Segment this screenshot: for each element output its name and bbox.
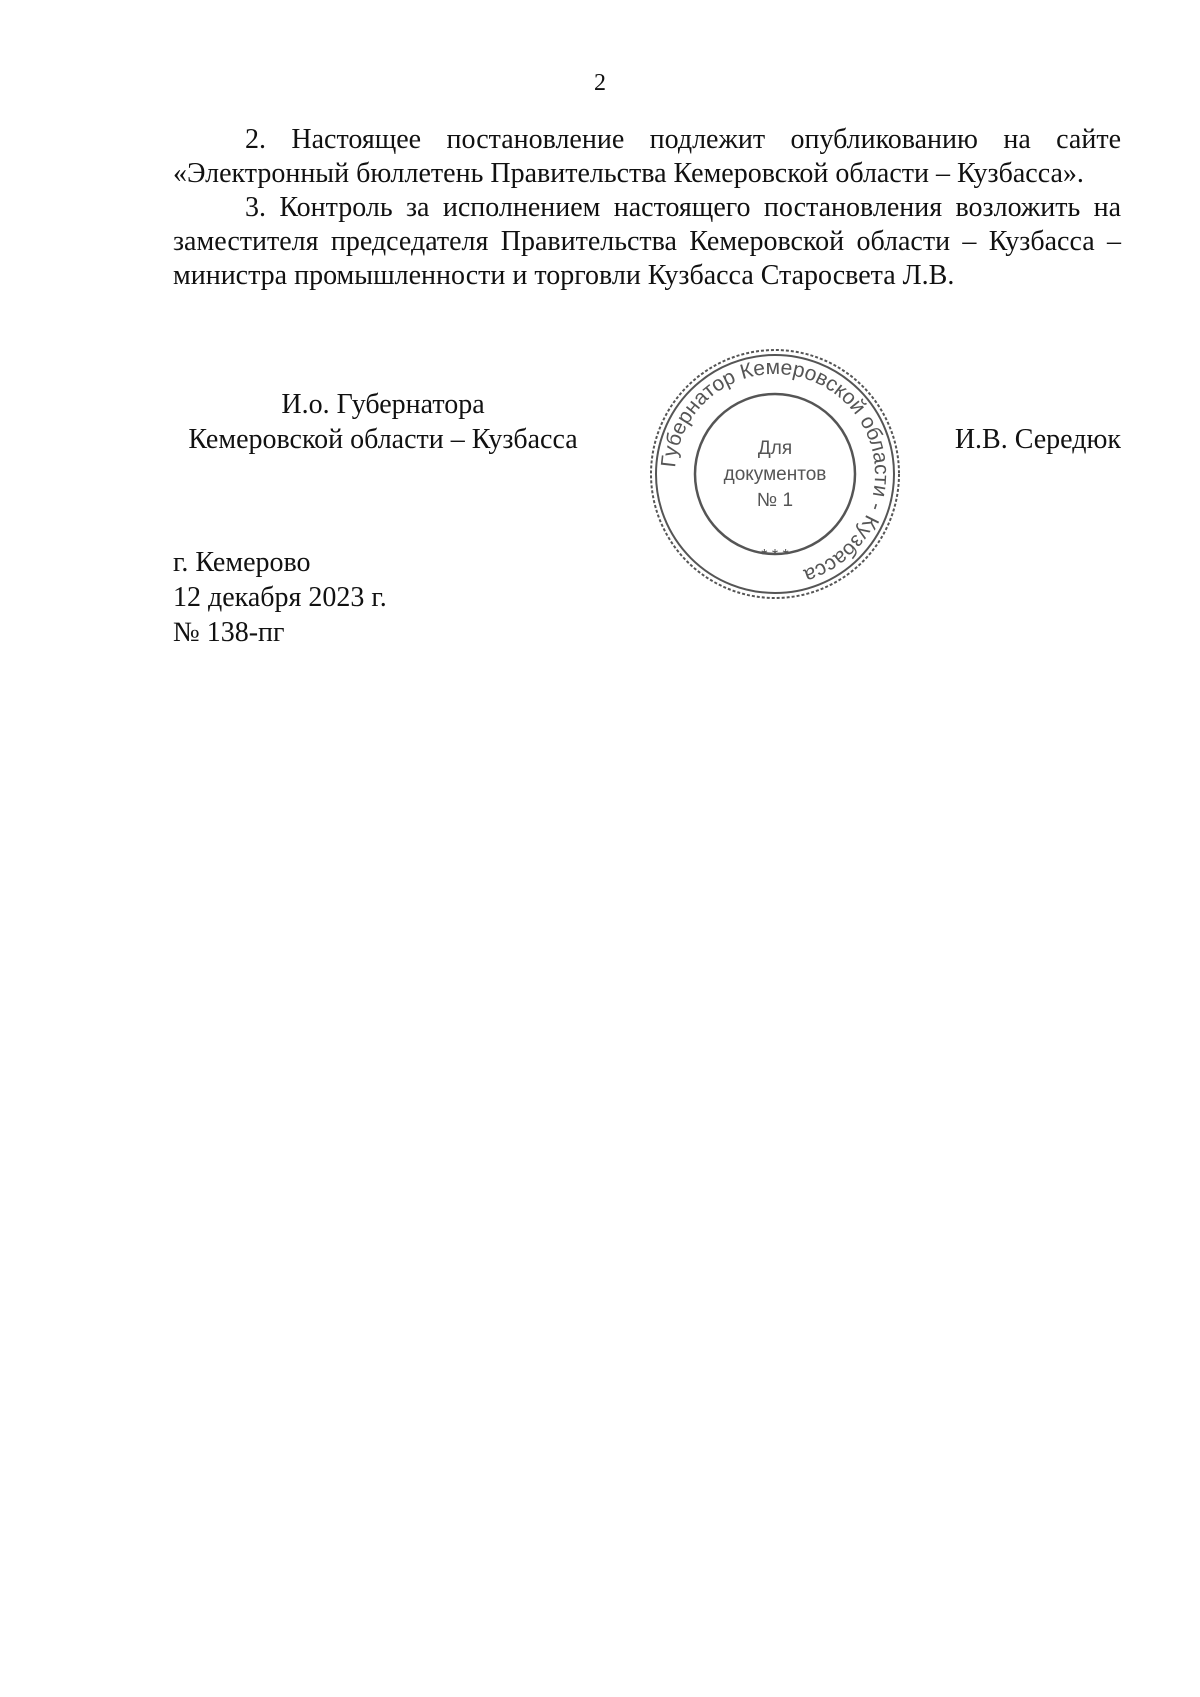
seal-center-line2: документов — [723, 464, 827, 485]
document-body — [173, 123, 1121, 293]
signature-position-line1: И.о. Губернатора — [281, 389, 485, 420]
footer-date: 12 декабря 2023 г. — [173, 582, 387, 613]
paragraph-publication: 2. Настоящее постановление подлежит опубликованию на сайте «Электронный бюллетень Правительства Кемеровской области – Кузбасса». — [173, 124, 1121, 189]
official-seal — [645, 344, 905, 604]
paragraph-control: 3. Контроль за исполнением настоящего постановления возложить на заместителя председателя Правительства Кемеровской области – Кузбасса – министра промышленности и торговли Кузбасса Старосвета Л.В. — [173, 192, 1121, 291]
seal-ring-text: Губернатор Кемеровской области - Кузбасса — [657, 355, 894, 588]
footer-city: г. Кемерово — [173, 547, 311, 578]
seal-center-line1: Для — [757, 438, 793, 459]
document-footer — [173, 545, 387, 650]
seal-center-line3: № 1 — [756, 490, 794, 511]
signature-position — [168, 387, 598, 457]
signature-position-line2: Кемеровской области – Кузбасса — [188, 424, 578, 455]
signatory-name: И.В. Середюк — [954, 424, 1121, 455]
footer-number: № 138-пг — [173, 617, 285, 648]
page-number: 2 — [594, 70, 606, 96]
seal-stars: * * * — [761, 547, 789, 564]
